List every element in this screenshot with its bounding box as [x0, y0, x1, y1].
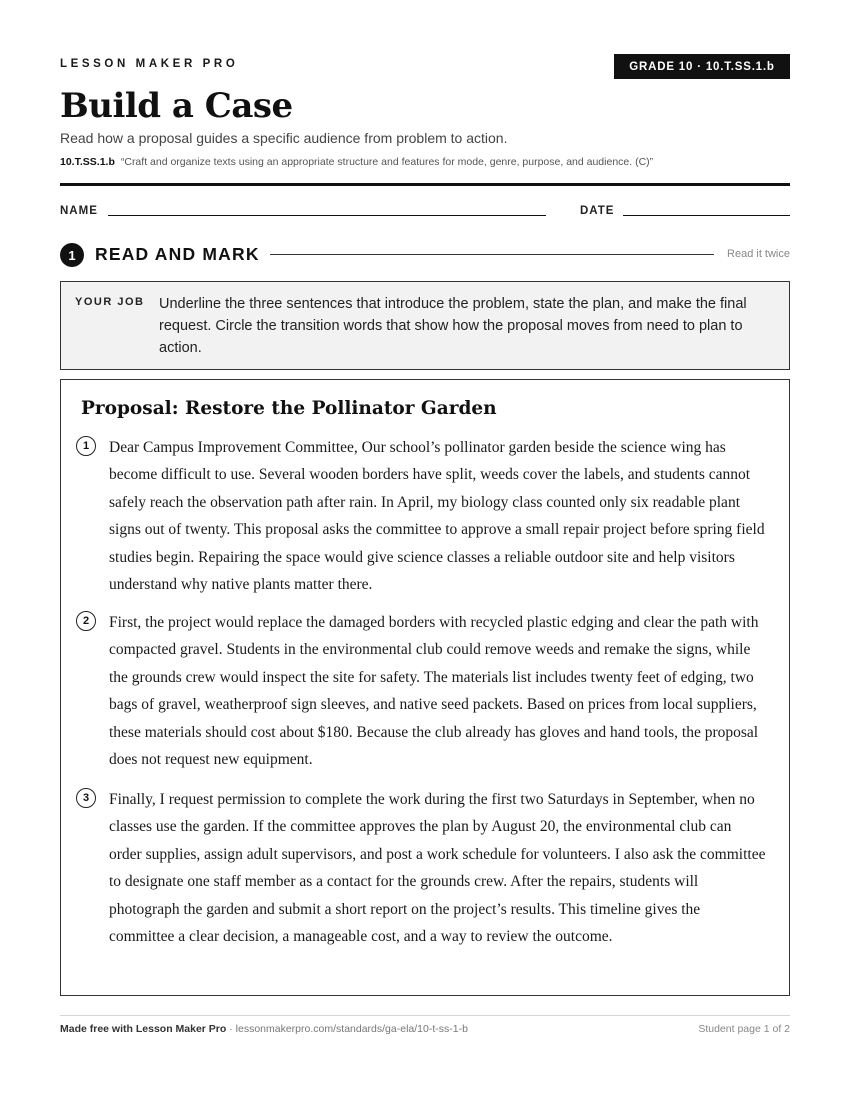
header-divider: [60, 183, 790, 186]
date-label: DATE: [580, 205, 615, 217]
paragraph-number-badge: 1: [76, 436, 96, 456]
footer-made-with: Made free with Lesson Maker Pro: [60, 1023, 227, 1035]
paragraph-number-badge: 3: [76, 788, 96, 808]
paragraph-number-badge: 2: [76, 611, 96, 631]
section-header: [60, 243, 790, 267]
footer-credit: [60, 1023, 468, 1035]
passage-paragraph: Dear Campus Improvement Committee, Our school’s pollinator garden beside the science wing has become difficult to use. Several wooden borders have split, weeds cover the labels, and students cannot safely reach the observation path after rain. In April, my biology class counted only six readable plant signs out of twenty. This proposal asks the committee to approve a small repair project before spring field studies begin. Repairing the space would give science classes a reliable outdoor site and help visitors understand why native plants matter there.: [109, 439, 765, 594]
instructions-label: YOUR JOB: [75, 296, 145, 308]
passage-paragraph: Finally, I request permission to complete the work during the first two Saturdays in September, when no classes use the garden. If the committee approves the plan by August 20, the environmental club can order supplies, assign adult supervisors, and post a work schedule for volunteers. I also ask the committee to designate one staff member as a contact for the grounds crew. After the repairs, students will photograph the garden and submit a short report on the project’s results. This timeline gives the committee a clear decision, a manageable cost, and a way to review the outcome.: [109, 791, 766, 946]
name-field[interactable]: [108, 215, 546, 216]
brand-name: LESSON MAKER PRO: [60, 58, 239, 70]
grade-badge: GRADE 10 · 10.T.SS.1.b: [614, 54, 790, 79]
instructions-box: [60, 281, 790, 370]
instructions-text: Underline the three sentences that introduce the problem, state the plan, and make the final request. Circle the transition words that show how the proposal moves from need to plan to action.: [159, 296, 747, 356]
standard-line: [60, 156, 653, 168]
name-label: NAME: [60, 205, 98, 217]
section-number-badge: 1: [60, 243, 84, 267]
page-subtitle: Read how a proposal guides a specific audience from problem to action.: [60, 130, 508, 146]
footer-separator: ·: [229, 1023, 236, 1035]
page-number: Student page 1 of 2: [698, 1023, 790, 1035]
standard-code: 10.T.SS.1.b: [60, 156, 115, 168]
reading-passage: [60, 379, 790, 996]
page-title: Build a Case: [60, 86, 293, 126]
date-field[interactable]: [623, 215, 790, 216]
passage-paragraph: First, the project would replace the damaged borders with recycled plastic edging and clear the path with compacted gravel. Students in the environmental club could remove weeds and remake the signs, while the grounds crew would inspect the site for safety. The materials list includes twenty feet of edging, two bags of gravel, weatherproof sign sleeves, and native seed packets. Based on prices from local suppliers, these materials should cost about $180. Because the club already has gloves and hand tools, the proposal does not request new equipment.: [109, 614, 759, 769]
footer-divider: [60, 1015, 790, 1016]
standard-text: “Craft and organize texts using an appropriate structure and features for mode, genre, purpose, and audience. (C)”: [120, 156, 654, 168]
section-note: Read it twice: [727, 248, 790, 260]
footer-link[interactable]: lessonmakerpro.com/standards/ga-ela/10-t-ss-1-b: [235, 1023, 468, 1035]
section-title: READ AND MARK: [95, 244, 260, 264]
passage-title: Proposal: Restore the Pollinator Garden: [81, 398, 497, 419]
section-divider: [270, 254, 714, 255]
